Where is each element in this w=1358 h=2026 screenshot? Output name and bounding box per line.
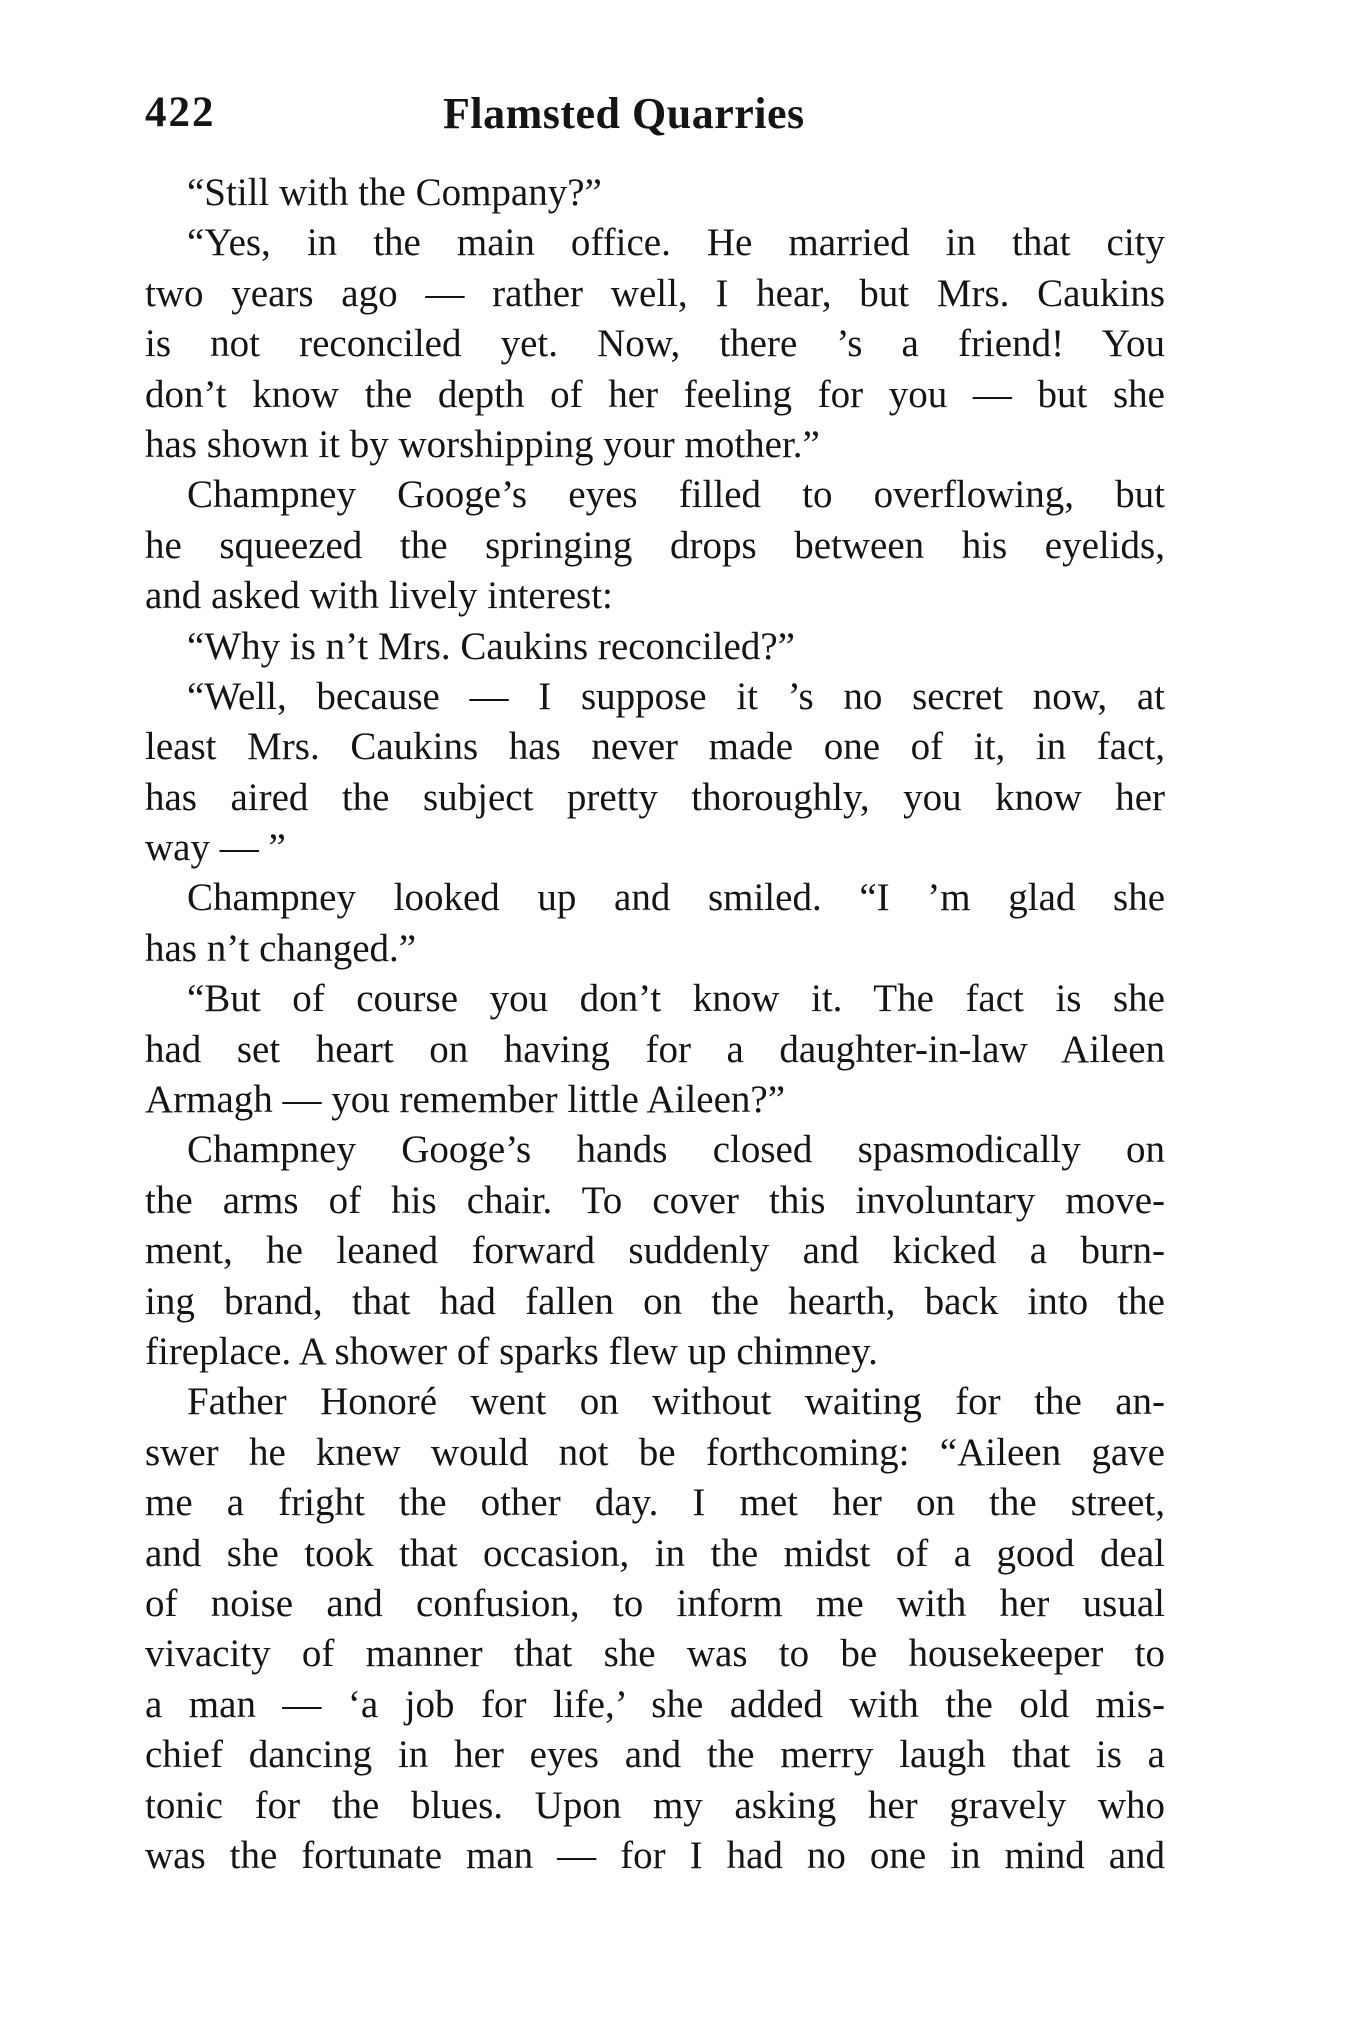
text-line: the arms of his chair. To cover this involuntary move- [145,1178,1165,1222]
text-line: was the fortunate man — for I had no one in mind and [145,1833,1165,1877]
text-line: Champney Googe’s hands closed spasmodically on [187,1128,1165,1172]
page-header [145,88,1165,158]
text-line: had set heart on having for a daughter-in-law Aileen [145,1027,1165,1071]
text-line: Father Honoré went on without waiting for the an- [187,1380,1165,1424]
text-line: Champney looked up and smiled. “I ’m glad she [187,876,1165,920]
text-line: “Yes, in the main office. He married in that city [187,221,1165,265]
text-line: “Well, because — I suppose it ’s no secret now, at [187,674,1165,718]
text-line: and she took that occasion, in the midst of a good deal [145,1531,1165,1575]
text-line: has shown it by worshipping your mother.” [145,422,820,466]
text-line: two years ago — rather well, I hear, but Mrs. Caukins [145,271,1165,315]
text-line: me a fright the other day. I met her on the street, [145,1481,1165,1525]
text-line: a man — ‘a job for life,’ she added with the old mis- [145,1682,1165,1726]
text-line: ment, he leaned forward suddenly and kicked a burn- [145,1229,1165,1273]
text-line: of noise and confusion, to inform me with her usual [145,1581,1165,1625]
text-line: “Why is n’t Mrs. Caukins reconciled?” [187,624,795,668]
page-number: 422 [145,89,216,136]
text-line: chief dancing in her eyes and the merry laugh that is a [145,1733,1165,1777]
text-line: way — ” [145,826,286,870]
text-line: least Mrs. Caukins has never made one of it, in fact, [145,725,1165,769]
text-line: is not reconciled yet. Now, there ’s a friend! You [145,322,1165,366]
text-line: fireplace. A shower of sparks flew up chimney. [145,1329,878,1373]
text-line: has aired the subject pretty thoroughly, you know her [145,775,1165,819]
text-line: “Still with the Company?” [187,171,602,214]
text-line: ing brand, that had fallen on the hearth, back into the [145,1279,1165,1323]
text-line: Armagh — you remember little Aileen?” [145,1078,786,1122]
text-line: and asked with lively interest: [145,574,613,618]
body-text [145,168,1165,1881]
text-line: has n’t changed.” [145,926,417,970]
text-line: tonic for the blues. Upon my asking her gravely who [145,1783,1165,1827]
text-line: he squeezed the springing drops between his eyelids, [145,523,1165,567]
text-line: Champney Googe’s eyes filled to overflowing, but [187,473,1165,517]
text-line: don’t know the depth of her feeling for you — but she [145,372,1165,416]
text-line: “But of course you don’t know it. The fact is she [187,977,1165,1021]
text-line: vivacity of manner that she was to be housekeeper to [145,1632,1165,1676]
text-line: swer he knew would not be forthcoming: “Aileen gave [145,1430,1165,1474]
running-title: Flamsted Quarries [443,89,805,138]
